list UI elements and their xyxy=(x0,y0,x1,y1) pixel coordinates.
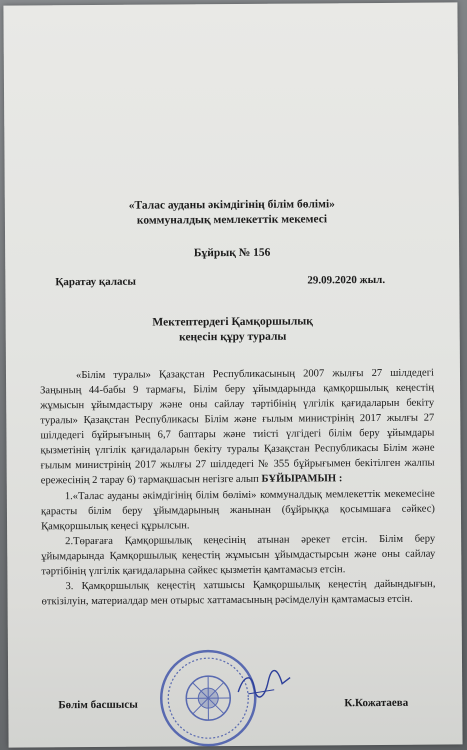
handwritten-signature xyxy=(234,664,294,704)
place-label: Қаратау қаласы xyxy=(55,275,137,289)
order-title: Бұйрық № 156 xyxy=(193,246,271,260)
signatory-role: Бөлім басшысы xyxy=(58,698,138,712)
document-page xyxy=(3,2,462,747)
order-item-2: 2.Төрағаға Қамқоршылық кеңесінің атынан әрекет етсін. Білім беру ұйымдарында Қамқоршылық кеңестің жұмысын ұйымдастырсын және оны сайлау тәртібінің үлгілік қағидаларына сәйкес қызметін қамтамасыз етсін. xyxy=(41,533,436,578)
date-label: 29.09.2020 жыл. xyxy=(307,273,386,287)
signatory-name: К.Кожатаева xyxy=(344,696,409,710)
preamble-paragraph xyxy=(40,366,435,489)
org-name-line1: «Талас ауданы әкімдігінің білім бөлімі» xyxy=(128,198,335,212)
preamble-text: «Білім туралы» Қазақстан Республикасының 2007 жылғы 27 шілдедегі Заңының 44-бабы 9 тармағы, Білім беру ұйымдарында қамқоршылық кеңестің жұмысын ұйымдастыру және оны сайлау тәртібінің үлгілік қағидаларын бекіту туралы» Қазақстан Республикасы Білім және ғылым министрінің 2017 жылғы 27 шілдедегі бұйрығының 6,7 баптары және тиісті үлгідегі білім беру ұйымдары қызметінің үлгілік қағидаларын бекіту туралы Қазақстан Республикасы Білім және ғылым министрінің 2017 жылғы 27 шілдедегі № 355 бұйрығымен бекітілген жалпы ережесінің 2 тарау 6) тармақшасын негізге алып xyxy=(40,367,435,487)
order-item-3: 3. Қамқоршылық кеңестің хатшысы Қамқоршылық кеңестің дайындығын, өткізілуін, материалдар мен отырыс хаттамасының рәсімделуін қамтамасыз етсін. xyxy=(41,578,436,608)
decree-word: БҰЙЫРАМЫН : xyxy=(261,473,343,485)
order-item-1: 1.«Талас ауданы әкімдігінің білім бөлімі» коммуналдық мемлекеттік мекемесіне қарасты білім беру ұйымдарының жанынан (бұйрыққа қосымшаға сәйкес) Қамқоршылық кеңесі құрылсын. xyxy=(40,488,435,533)
subject-line1: Мектептердегі Қамқоршылық xyxy=(152,315,313,329)
subject-line2: кеңесін құру туралы xyxy=(179,330,287,344)
org-name-line2: коммуналдық мемлекеттік мекемесі xyxy=(136,213,328,227)
